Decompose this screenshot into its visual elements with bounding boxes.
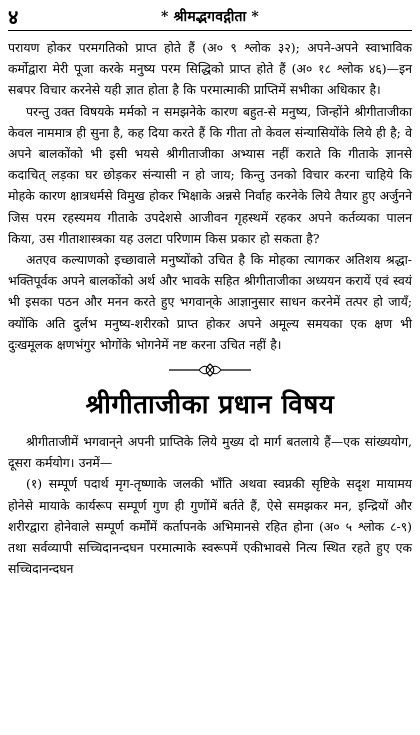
- paragraph: परन्तु उक्त विषयके मर्मको न समझनेके कारण बहुत-से मनुष्य, जिन्होंने श्रीगीताजीका केवल नाममात्र ही सुना है, कह दिया करते हैं कि गीता तो केवल संन्यासियोंके लिये ही है; वे अपने बालकोंको भी इसी भयसे श्रीगीताजीका अभ्यास नहीं कराते कि गीताके ज्ञानसे कदाचित् लड़का घर छोड़कर संन्यासी न हो जाय; किन्तु उनको विचार करना चाहिये कि मोहके कारण क्षात्रधर्मसे विमुख होकर भिक्षाके अन्नसे निर्वाह करनेके लिये तैयार हुए अर्जुनने जिस परम रहस्यमय गीताके उपदेशसे आजीवन गृहस्थमें रहकर अपने कर्तव्यका पालन किया, उस गीताशास्त्रका यह उलटा परिणाम किस प्रकार हो सकता है?: [8, 103, 412, 246]
- paragraph: परायण होकर परमगतिको प्राप्त होते हैं (अ० ९ श्लोक ३२); अपने-अपने स्वाभाविक कर्मोद्वारा मेरी पूजा करके मनुष्य परम सिद्धिको प्राप्त होते हैं (अ० १८ श्लोक ४६)—इन सबपर विचार करनेसे यही ज्ञात होता है कि परमात्माकी प्राप्तिमें सभीका अधिकार है।: [8, 40, 412, 98]
- section-body: [8, 431, 412, 579]
- ornament-divider: [8, 359, 412, 381]
- paragraph: श्रीगीताजीमें भगवान्‌ने अपनी प्राप्तिके लिये मुख्य दो मार्ग बतलाये हैं—एक सांख्ययोग, दूसरा कर्मयोग। उनमें—: [8, 434, 412, 471]
- ornament-icon: [165, 362, 255, 378]
- paragraph: अतएव कल्याणको इच्छावाले मनुष्योंको उचित है कि मोहका त्यागकर अतिशय श्रद्धा-भक्तिपूर्वक अपने बालकोंको अर्थ और भावके सहित श्रीगीताजीका अध्ययन करायें एवं स्वयं भी इसका पठन और मनन करते हुए भगवान्‌के आज्ञानुसार साधन करनेमें तत्पर हो जायँ; क्योंकि अति दुर्लभ मनुष्य-शरीरको प्राप्त होकर अपने अमूल्य समयका एक क्षण भी दुःखमूलक क्षणभंगुर भोगोंके भोगनेमें नष्ट करना उचित नहीं है।: [8, 252, 412, 352]
- body-text: [8, 37, 412, 355]
- section-heading: श्रीगीताजीका प्रधान विषय: [85, 390, 335, 421]
- page-number: ४: [8, 5, 19, 29]
- running-title: * श्रीमद्भगवद्गीता *: [161, 9, 259, 25]
- page-header: [8, 4, 412, 31]
- paragraph: (१) सम्पूर्ण पदार्थ मृग-तृष्णाके जलकी भाँति अथवा स्वप्नकी सृष्टिके सदृश मायामय होनेसे मायाके कार्यरूप सम्पूर्ण गुण ही गुणोंमें बर्तते हैं, ऐसे समझकर मन, इन्द्रियों और शरीरद्वारा होनेवाले सम्पूर्ण कर्मोंमें कर्तापनके अभिमानसे रहित होना (अ० ५ श्लोक ८-९) तथा सर्वव्यापी सच्चिदानन्दघन परमात्माके स्वरूपमें एकीभावसे नित्य स्थित रहते हुए एक सच्चिदानन्दघन: [8, 476, 412, 577]
